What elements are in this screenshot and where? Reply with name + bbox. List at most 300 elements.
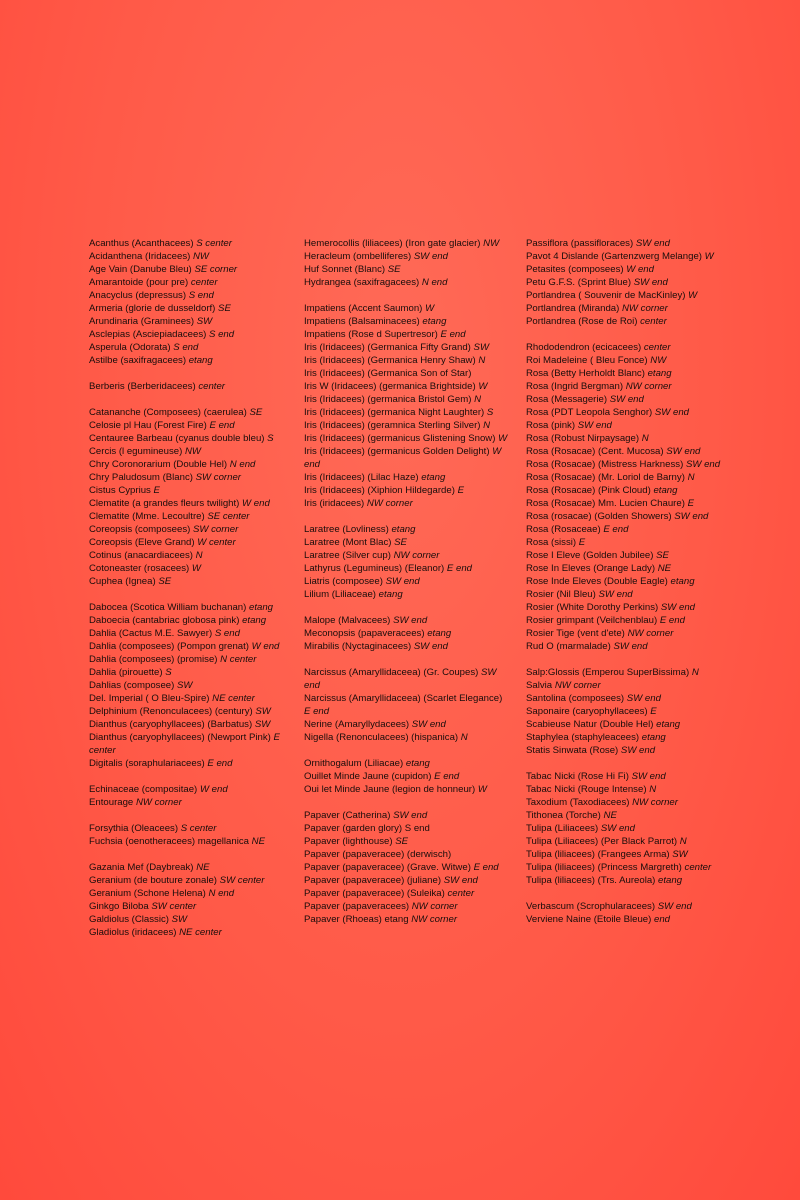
plant-location: W bbox=[498, 433, 508, 444]
plant-location: SW end bbox=[635, 238, 670, 249]
plant-location: SE bbox=[394, 537, 407, 548]
plant-location: NW corner bbox=[135, 797, 182, 808]
plant-name: Acanthus (Acanthacees) bbox=[89, 238, 194, 249]
plant-location: N end bbox=[208, 888, 235, 899]
plant-location: etang bbox=[188, 355, 213, 366]
plant-name: Portlandrea (Miranda) bbox=[526, 303, 620, 314]
plant-location: E end bbox=[603, 524, 629, 535]
plant-location: E end bbox=[207, 758, 233, 769]
plant-location: SW corner bbox=[195, 472, 241, 483]
plant-name: Ornithogalum (Liliacae) bbox=[304, 758, 404, 769]
group-spacer bbox=[304, 510, 510, 523]
plant-entry bbox=[89, 237, 289, 250]
plant-entry bbox=[526, 744, 721, 757]
plant-entry bbox=[526, 731, 721, 744]
plant-list-column-2 bbox=[304, 237, 510, 926]
plant-entry bbox=[526, 770, 721, 783]
plant-location: E end bbox=[446, 563, 472, 574]
group-spacer bbox=[304, 744, 510, 757]
plant-entry bbox=[526, 640, 721, 653]
plant-name: Dahlia (composees) (promise) bbox=[89, 654, 218, 665]
plant-location: SW center bbox=[219, 875, 265, 886]
plant-location: SW bbox=[196, 316, 213, 327]
plant-location: NW bbox=[184, 446, 201, 457]
plant-name: Entourage bbox=[89, 797, 134, 808]
plant-location: E end bbox=[659, 615, 685, 626]
plant-name: Dabocea (Scotica William buchanan) bbox=[89, 602, 247, 613]
plant-entry bbox=[526, 484, 721, 497]
plant-name: Echinaceae (compositae) bbox=[89, 784, 198, 795]
plant-location: SE bbox=[656, 550, 669, 561]
plant-location: N bbox=[649, 784, 657, 795]
plant-name: Iris (iridacees) bbox=[304, 498, 365, 509]
plant-location: E end bbox=[304, 706, 330, 717]
plant-name: Tulipa (liliacees) (Princess Margreth) bbox=[526, 862, 682, 873]
plant-name: Portlandrea (Rose de Roi) bbox=[526, 316, 638, 327]
plant-entry bbox=[89, 263, 289, 276]
plant-location: center bbox=[684, 862, 712, 873]
plant-location: SW end bbox=[600, 823, 635, 834]
plant-location: etang bbox=[422, 316, 447, 327]
plant-name: Narcissus (Amaryllidaceea) (Scarlet Elegance) bbox=[304, 693, 503, 704]
plant-name: Saponaire (caryophyllacees) bbox=[526, 706, 648, 717]
plant-location: SW end bbox=[443, 875, 478, 886]
plant-entry bbox=[526, 679, 721, 692]
plant-location: W bbox=[704, 251, 714, 262]
plant-name: Coreopsis (composees) bbox=[89, 524, 191, 535]
group-spacer bbox=[304, 289, 510, 302]
plant-name: Petasites (composees) bbox=[526, 264, 624, 275]
plant-name: Asperula (Odorata) bbox=[89, 342, 171, 353]
plant-location: N bbox=[687, 472, 695, 483]
plant-location: W end bbox=[242, 498, 270, 509]
plant-entry bbox=[89, 471, 289, 484]
plant-entry bbox=[89, 419, 289, 432]
plant-location: NW corner bbox=[366, 498, 413, 509]
plant-entry bbox=[304, 718, 510, 731]
plant-entry bbox=[89, 679, 289, 692]
plant-entry bbox=[526, 796, 721, 809]
plant-entry bbox=[304, 328, 510, 341]
plant-location: S center bbox=[180, 823, 217, 834]
plant-location: SW end bbox=[666, 446, 701, 457]
plant-entry bbox=[304, 549, 510, 562]
plant-location: etang bbox=[641, 732, 666, 743]
plant-name: Chry Coronorarium (Double Hel) bbox=[89, 459, 228, 470]
plant-entry bbox=[89, 692, 289, 705]
plant-entry bbox=[526, 432, 721, 445]
plant-location: NE bbox=[657, 563, 672, 574]
plant-entry bbox=[89, 887, 289, 900]
plant-name: Iris W (Iridacees) (germanica Brightside) bbox=[304, 381, 476, 392]
plant-location: SE center bbox=[207, 511, 250, 522]
plant-location: SW end bbox=[609, 394, 644, 405]
plant-location: W end bbox=[626, 264, 654, 275]
plant-name: Iris (Iridacees) (germanica Bristol Gem) bbox=[304, 394, 472, 405]
plant-name: Salvia bbox=[526, 680, 553, 691]
plant-location: E bbox=[687, 498, 694, 509]
plant-entry bbox=[526, 562, 721, 575]
plant-entry bbox=[89, 289, 289, 302]
plant-name: Rosier (Nil Bleu) bbox=[526, 589, 596, 600]
plant-entry bbox=[526, 510, 721, 523]
plant-location: W end bbox=[251, 641, 280, 652]
plant-location: SW bbox=[177, 680, 193, 691]
plant-location: SW end bbox=[393, 810, 428, 821]
plant-location: W bbox=[688, 290, 698, 301]
plant-entry bbox=[89, 458, 289, 471]
plant-location: S end bbox=[209, 329, 235, 340]
plant-name: Hemerocollis (liliacees) (Iron gate glacier) bbox=[304, 238, 481, 249]
plant-name: Laratree (Mont Blac) bbox=[304, 537, 392, 548]
plant-entry bbox=[304, 809, 510, 822]
plant-name: Impatiens (Accent Saumon) bbox=[304, 303, 423, 314]
plant-location: S bbox=[267, 433, 274, 444]
plant-name: Ouillet Minde Jaune (cupidon) bbox=[304, 771, 432, 782]
plant-entry bbox=[526, 471, 721, 484]
plant-entry bbox=[304, 640, 510, 653]
plant-location: SW bbox=[672, 849, 688, 860]
plant-location: SW center bbox=[151, 901, 197, 912]
plant-location: E end bbox=[440, 329, 466, 340]
plant-list-column-1 bbox=[89, 237, 289, 939]
plant-name: Oui let Minde Jaune (legion de honneur) bbox=[304, 784, 476, 795]
plant-name: Petu G.F.S. (Sprint Blue) bbox=[526, 277, 632, 288]
plant-name: Laratree (Lovliness) bbox=[304, 524, 389, 535]
plant-name: Impatiens (Rose d Supertresor) bbox=[304, 329, 438, 340]
plant-entry bbox=[89, 601, 289, 614]
plant-name: Papaver (Catherina) bbox=[304, 810, 391, 821]
plant-name: Rud O (marmalade) bbox=[526, 641, 611, 652]
plant-entry bbox=[526, 341, 721, 354]
plant-entry bbox=[304, 315, 510, 328]
plant-location: E bbox=[153, 485, 160, 496]
plant-name: Rosa (pink) bbox=[526, 420, 576, 431]
plant-name: Dahlia (composees) (Pompon grenat) bbox=[89, 641, 249, 652]
plant-entry bbox=[526, 705, 721, 718]
plant-name: Rosa (Rosacae) Mm. Lucien Chaure) bbox=[526, 498, 685, 509]
plant-name: Papaver (papaveracees) bbox=[304, 901, 410, 912]
plant-entry bbox=[304, 341, 510, 354]
plant-name: Iris (Iridacees) (Germanica Fifty Grand) bbox=[304, 342, 471, 353]
plant-name: Ginkgo Biloba bbox=[89, 901, 149, 912]
plant-location: N bbox=[460, 732, 468, 743]
plant-location: NW corner bbox=[411, 901, 458, 912]
plant-name: Gazania Mef (Daybreak) bbox=[89, 862, 194, 873]
plant-location: end bbox=[654, 914, 671, 925]
plant-location: N bbox=[478, 355, 486, 366]
plant-location: SE bbox=[395, 836, 409, 847]
plant-name: Huf Sonnet (Blanc) bbox=[304, 264, 386, 275]
plant-name: Taxodium (Taxodiacees) bbox=[526, 797, 630, 808]
plant-entry bbox=[89, 523, 289, 536]
plant-name: Liatris (composee) bbox=[304, 576, 383, 587]
plant-entry bbox=[89, 900, 289, 913]
plant-entry bbox=[526, 861, 721, 874]
plant-location: N end bbox=[421, 277, 448, 288]
plant-entry bbox=[89, 445, 289, 458]
plant-name: Statis Sinwata (Rose) bbox=[526, 745, 619, 756]
plant-name: Catananche (Composees) (caerulea) bbox=[89, 407, 247, 418]
plant-location: NW bbox=[483, 238, 500, 249]
plant-entry bbox=[89, 926, 289, 939]
plant-location: S end bbox=[173, 342, 199, 353]
plant-name: Asclepias (Asciepiadacees) bbox=[89, 329, 207, 340]
plant-location: etang bbox=[378, 589, 403, 600]
plant-name: Mirabilis (Nyctaginacees) bbox=[304, 641, 412, 652]
plant-location: etang bbox=[242, 615, 267, 626]
plant-location: SE bbox=[158, 576, 172, 587]
plant-location: NE bbox=[196, 862, 210, 873]
plant-entry bbox=[526, 874, 721, 887]
plant-name: Acidanthena (Iridacees) bbox=[89, 251, 191, 262]
plant-location: etang bbox=[670, 576, 695, 587]
plant-location: NW corner bbox=[627, 628, 674, 639]
plant-location: NW corner bbox=[393, 550, 440, 561]
plant-name: Daboecia (cantabriac globosa pink) bbox=[89, 615, 240, 626]
plant-entry bbox=[89, 406, 289, 419]
plant-entry bbox=[89, 562, 289, 575]
plant-location: E bbox=[578, 537, 586, 548]
plant-name: Iris (Iridacees) (germanicus Glistening Snow) bbox=[304, 433, 496, 444]
plant-name: Chry Paludosum (Blanc) bbox=[89, 472, 193, 483]
plant-name: Cotinus (anacardiacees) bbox=[89, 550, 193, 561]
plant-entry bbox=[526, 419, 721, 432]
plant-entry bbox=[304, 900, 510, 913]
plant-entry bbox=[526, 458, 721, 471]
plant-entry bbox=[89, 380, 289, 393]
plant-location: S end bbox=[214, 628, 240, 639]
plant-location: W bbox=[478, 381, 488, 392]
plant-location: SW end bbox=[626, 693, 661, 704]
plant-name: Tabac Nicki (Rose Hi Fi) bbox=[526, 771, 629, 782]
plant-location: N bbox=[195, 550, 203, 561]
plant-name: Rosa (Robust Nirpaysage) bbox=[526, 433, 640, 444]
plant-entry bbox=[304, 822, 510, 835]
plant-entry bbox=[89, 549, 289, 562]
group-spacer bbox=[526, 757, 721, 770]
plant-entry bbox=[89, 783, 289, 796]
plant-location: etang bbox=[658, 875, 683, 886]
plant-location: etang bbox=[248, 602, 273, 613]
plant-entry bbox=[304, 887, 510, 900]
plant-name: Lathyrus (Legumineus) (Eleanor) bbox=[304, 563, 445, 574]
plant-entry bbox=[526, 289, 721, 302]
plant-entry bbox=[304, 484, 510, 497]
plant-entry bbox=[89, 497, 289, 510]
plant-location: S center bbox=[196, 238, 232, 249]
plant-entry bbox=[304, 276, 510, 289]
plant-name: Tulipa (liliacees) (Frangees Arma) bbox=[526, 849, 670, 860]
plant-name: Tulipa (liliacees) (Trs. Aureola) bbox=[526, 875, 656, 886]
plant-name: Galdiolus (Classic) bbox=[89, 914, 169, 925]
plant-location: etang bbox=[656, 719, 681, 730]
plant-entry bbox=[526, 380, 721, 393]
plant-name: Amarantoide (pour pre) bbox=[89, 277, 189, 288]
plant-name: Heracleum (ombelliferes) bbox=[304, 251, 412, 262]
plant-entry bbox=[526, 367, 721, 380]
plant-name: Impatiens (Balsaminacees) bbox=[304, 316, 420, 327]
plant-entry bbox=[526, 718, 721, 731]
plant-location: SW end bbox=[577, 420, 612, 431]
group-spacer bbox=[304, 796, 510, 809]
plant-name: Salp:Glossis (Emperou SuperBissima) bbox=[526, 667, 690, 678]
plant-entry bbox=[89, 484, 289, 497]
plant-name: Cuphea (Ignea) bbox=[89, 576, 156, 587]
plant-entry bbox=[304, 588, 510, 601]
plant-name: Rosier Tige (vent d'ete) bbox=[526, 628, 625, 639]
plant-name: Astilbe (saxifragacees) bbox=[89, 355, 187, 366]
plant-name: Tulipa (Liliacees) (Per Black Parrot) bbox=[526, 836, 678, 847]
plant-name: Portlandrea ( Souvenir de MacKinley) bbox=[526, 290, 686, 301]
plant-entry bbox=[526, 822, 721, 835]
plant-entry bbox=[304, 302, 510, 315]
plant-name: Laratree (Silver cup) bbox=[304, 550, 391, 561]
plant-location: E bbox=[457, 485, 464, 496]
plant-entry bbox=[304, 575, 510, 588]
plant-entry bbox=[304, 393, 510, 406]
plant-entry bbox=[304, 835, 510, 848]
plant-entry bbox=[304, 692, 510, 718]
plant-name: Lilium (Liliaceae) bbox=[304, 589, 376, 600]
plant-location: W end bbox=[199, 784, 228, 795]
plant-entry bbox=[304, 523, 510, 536]
plant-location: W bbox=[477, 784, 487, 795]
plant-entry bbox=[89, 432, 289, 445]
plant-location: SE bbox=[218, 303, 231, 314]
group-spacer bbox=[304, 653, 510, 666]
plant-name: Nerine (Amaryllydacees) bbox=[304, 719, 410, 730]
plant-name: Iris (Iridacees) (geramnica Sterling Silver) bbox=[304, 420, 481, 431]
plant-entry bbox=[304, 562, 510, 575]
plant-entry bbox=[526, 536, 721, 549]
plant-location: S end bbox=[188, 290, 214, 301]
plant-location: SW end bbox=[633, 277, 668, 288]
plant-location: N bbox=[679, 836, 687, 847]
plant-location: center bbox=[198, 381, 225, 392]
plant-entry bbox=[526, 835, 721, 848]
plant-name: Papaver (papaveracee) (juliane) bbox=[304, 875, 442, 886]
plant-name: Arundinaria (Graminees) bbox=[89, 316, 195, 327]
plant-entry bbox=[304, 770, 510, 783]
plant-location: etang bbox=[421, 472, 446, 483]
plant-entry bbox=[526, 315, 721, 328]
plant-entry bbox=[304, 874, 510, 887]
plant-entry bbox=[89, 666, 289, 679]
plant-location: W bbox=[425, 303, 435, 314]
plant-name: Armeria (glorie de dusseldorf) bbox=[89, 303, 216, 314]
plant-location: N bbox=[474, 394, 482, 405]
plant-location: W bbox=[191, 563, 201, 574]
plant-entry bbox=[526, 588, 721, 601]
plant-location: SW bbox=[254, 719, 271, 730]
plant-entry bbox=[526, 601, 721, 614]
plant-entry bbox=[526, 497, 721, 510]
plant-entry bbox=[304, 861, 510, 874]
plant-location: W center bbox=[197, 537, 236, 548]
plant-name: Clematite (Mme. Lecoultre) bbox=[89, 511, 205, 522]
plant-location: N bbox=[691, 667, 699, 678]
plant-entry bbox=[89, 705, 289, 718]
plant-entry bbox=[89, 718, 289, 731]
plant-name: Verviene Naine (Etoile Bleue) bbox=[526, 914, 652, 925]
plant-entry bbox=[304, 419, 510, 432]
plant-name: Nigella (Renonculacees) (hispanica) bbox=[304, 732, 459, 743]
plant-name: Rose In Eleves (Orange Lady) bbox=[526, 563, 656, 574]
group-spacer bbox=[526, 887, 721, 900]
plant-name: Geranium (Schone Helena) bbox=[89, 888, 206, 899]
plant-location: center bbox=[640, 316, 667, 327]
plant-entry bbox=[89, 250, 289, 263]
plant-name: Clematite (a grandes fleurs twilight) bbox=[89, 498, 240, 509]
plant-name: Iris (Iridacees) (germanica Night Laughter) bbox=[304, 407, 485, 418]
plant-list-column-3 bbox=[526, 237, 721, 926]
plant-entry bbox=[89, 731, 289, 757]
plant-location: SW end bbox=[413, 641, 448, 652]
plant-name: Rosier (White Dorothy Perkins) bbox=[526, 602, 659, 613]
plant-entry bbox=[89, 575, 289, 588]
plant-entry bbox=[89, 302, 289, 315]
plant-location: center bbox=[447, 888, 475, 899]
plant-entry bbox=[304, 614, 510, 627]
plant-name: Passiflora (passifloraces) bbox=[526, 238, 634, 249]
plant-location: NE center bbox=[179, 927, 222, 938]
plant-name: Forsythia (Oleacees) bbox=[89, 823, 179, 834]
plant-name: Rose Inde Eleves (Double Eagle) bbox=[526, 576, 668, 587]
plant-location: E bbox=[650, 706, 657, 717]
plant-entry bbox=[89, 328, 289, 341]
plant-name: Dahlias (composee) bbox=[89, 680, 175, 691]
plant-entry bbox=[526, 848, 721, 861]
plant-name: Rosa (Rosaceae) bbox=[526, 524, 601, 535]
plant-name: Rosa (Rosacae) (Pink Cloud) bbox=[526, 485, 651, 496]
plant-entry bbox=[89, 276, 289, 289]
plant-location: SE bbox=[249, 407, 263, 418]
plant-entry bbox=[304, 263, 510, 276]
group-spacer bbox=[89, 367, 289, 380]
plant-entry bbox=[304, 432, 510, 445]
plant-location: etang bbox=[647, 368, 672, 379]
plant-location: SE corner bbox=[194, 264, 238, 275]
plant-entry bbox=[526, 276, 721, 289]
plant-location: NW corner bbox=[411, 914, 458, 925]
plant-name: Dianthus (caryophyllacees) (Barbatus) bbox=[89, 719, 253, 730]
plant-entry bbox=[304, 848, 510, 861]
plant-location: SW bbox=[255, 706, 271, 717]
plant-location: E end bbox=[209, 420, 235, 431]
plant-entry bbox=[526, 523, 721, 536]
plant-name: Iris (Iridacees) (Germanica Henry Shaw) bbox=[304, 355, 476, 366]
plant-location: SW end bbox=[654, 407, 690, 418]
plant-location: S bbox=[486, 407, 494, 418]
plant-location: E center bbox=[89, 732, 280, 756]
plant-location: SW end bbox=[674, 511, 709, 522]
plant-name: Rosa (PDT Leopola Senghor) bbox=[526, 407, 653, 418]
plant-entry bbox=[304, 497, 510, 510]
plant-name: Anacyclus (depressus) bbox=[89, 290, 187, 301]
group-spacer bbox=[89, 393, 289, 406]
plant-entry bbox=[304, 783, 510, 796]
plant-name: Age Vain (Danube Bleu) bbox=[89, 264, 192, 275]
plant-entry bbox=[526, 783, 721, 796]
plant-name: Papaver (papaveracee) (derwisch) bbox=[304, 849, 452, 860]
plant-location: NW bbox=[650, 355, 667, 366]
plant-name: Papaver (Rhoeas) etang bbox=[304, 914, 409, 925]
plant-entry bbox=[526, 692, 721, 705]
plant-name: Malope (Malvacees) bbox=[304, 615, 391, 626]
plant-entry bbox=[526, 393, 721, 406]
plant-name: Meconopsis (papaveracees) bbox=[304, 628, 425, 639]
